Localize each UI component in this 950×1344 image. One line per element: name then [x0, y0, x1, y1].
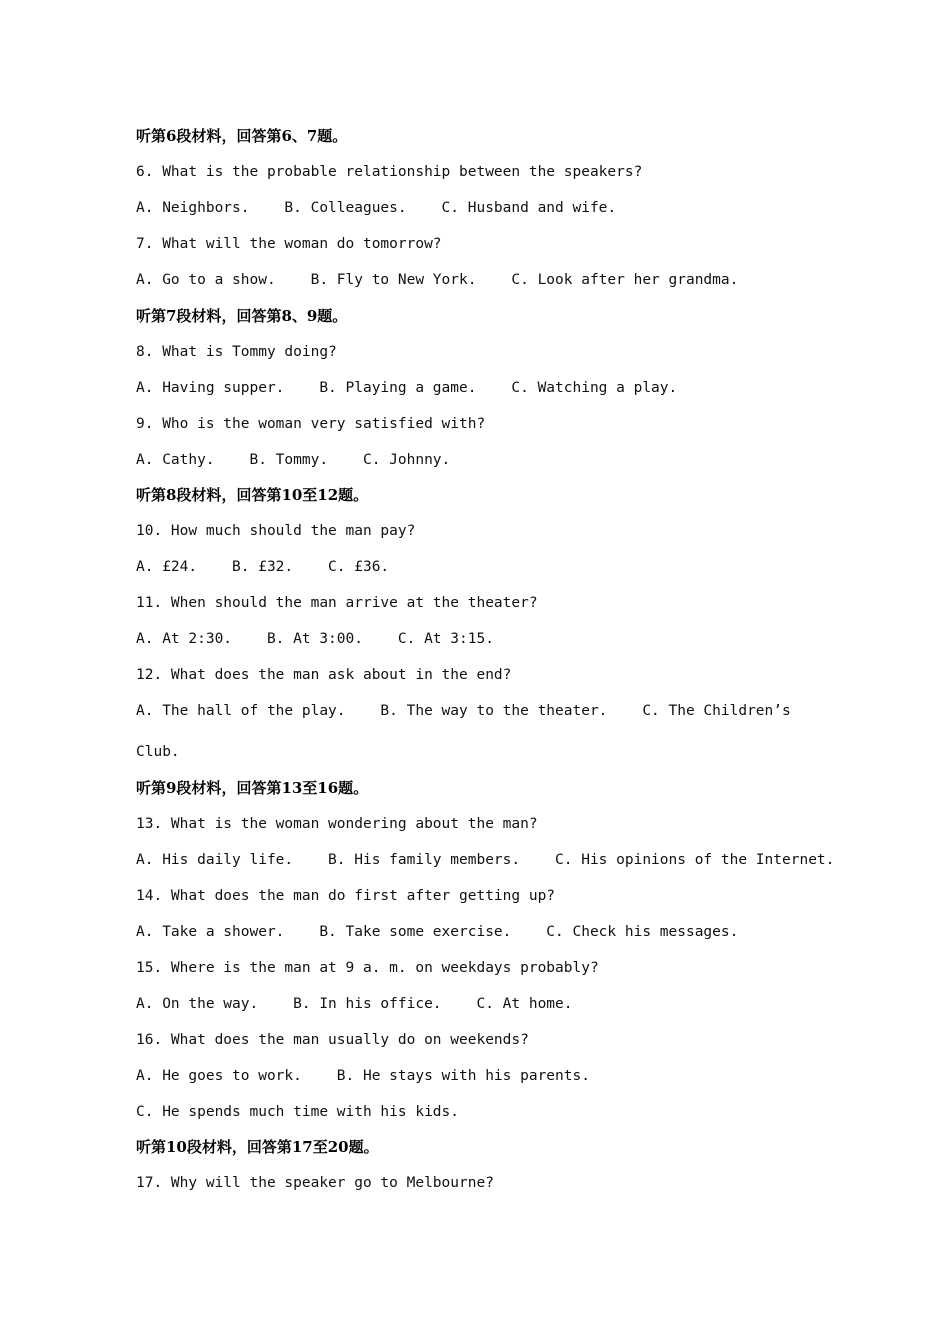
section-heading-6: 听第6段材料，回答第6、7题。	[136, 127, 348, 145]
options-14: A. Take a shower. B. Take some exercise. C. Check his messages.	[136, 924, 739, 940]
section-heading-9: 听第9段材料，回答第13至16题。	[136, 779, 369, 797]
question-14: 14. What does the man do first after getting up?	[136, 888, 556, 904]
question-10: 10. How much should the man pay?	[136, 523, 416, 539]
options-11: A. At 2:30. B. At 3:00. C. At 3:15.	[136, 631, 494, 647]
question-11: 11. When should the man arrive at the theater?	[136, 595, 538, 611]
options-8: A. Having supper. B. Playing a game. C. Watching a play.	[136, 380, 678, 396]
options-9: A. Cathy. B. Tommy. C. Johnny.	[136, 452, 451, 468]
options-6: A. Neighbors. B. Colleagues. C. Husband and wife.	[136, 200, 617, 216]
options-7: A. Go to a show. B. Fly to New York. C. Look after her grandma.	[136, 272, 739, 288]
section-heading-8: 听第8段材料，回答第10至12题。	[136, 486, 369, 504]
question-7: 7. What will the woman do tomorrow?	[136, 236, 442, 252]
options-15: A. On the way. B. In his office. C. At home.	[136, 996, 573, 1012]
question-8: 8. What is Tommy doing?	[136, 344, 337, 360]
question-15: 15. Where is the man at 9 a. m. on weekdays probably?	[136, 960, 599, 976]
options-13: A. His daily life. B. His family members. C. His opinions of the Internet.	[136, 852, 835, 868]
options-12-continued: Club.	[136, 744, 180, 760]
options-16: A. He goes to work. B. He stays with his parents.	[136, 1068, 590, 1084]
question-6: 6. What is the probable relationship between the speakers?	[136, 164, 643, 180]
options-10: A. £24. B. £32. C. £36.	[136, 559, 390, 575]
question-13: 13. What is the woman wondering about the man?	[136, 816, 538, 832]
section-heading-7: 听第7段材料，回答第8、9题。	[136, 307, 348, 325]
question-12: 12. What does the man ask about in the end?	[136, 667, 512, 683]
section-heading-10: 听第10段材料，回答第17至20题。	[136, 1138, 379, 1156]
options-16-continued: C. He spends much time with his kids.	[136, 1104, 460, 1120]
options-12: A. The hall of the play. B. The way to the theater. C. The Children’s	[136, 703, 791, 719]
question-9: 9. Who is the woman very satisfied with?	[136, 416, 486, 432]
question-16: 16. What does the man usually do on weekends?	[136, 1032, 529, 1048]
question-17: 17. Why will the speaker go to Melbourne?	[136, 1175, 494, 1191]
